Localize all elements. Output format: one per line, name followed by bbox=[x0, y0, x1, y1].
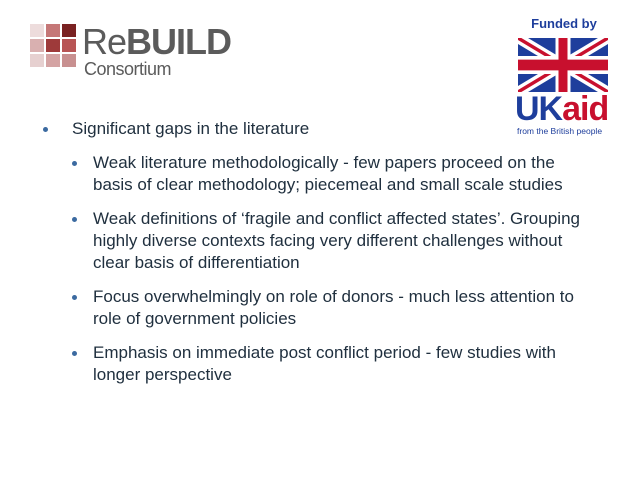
bullet-icon bbox=[72, 351, 77, 356]
list-item bbox=[52, 342, 584, 386]
logo-subtitle: Consortium bbox=[84, 59, 172, 79]
bullet-text: Focus overwhelmingly on role of donors - much less attention to role of government policies bbox=[93, 287, 574, 328]
bullet-icon bbox=[72, 217, 77, 222]
logo-wordmark bbox=[82, 21, 232, 62]
union-jack-icon bbox=[518, 38, 608, 92]
ukaid-uk: UK bbox=[515, 90, 563, 128]
bullet-text: Weak literature methodologically - few papers proceed on the basis of clear methodology; piecemeal and small scale studies bbox=[93, 153, 563, 194]
bullet-icon bbox=[72, 295, 77, 300]
ukaid-aid: aid bbox=[562, 90, 609, 128]
list-item bbox=[52, 208, 584, 274]
rebuild-logo bbox=[30, 21, 250, 82]
logo-re: Re bbox=[82, 21, 127, 62]
bullet-text: Weak definitions of ‘fragile and conflict affected states’. Grouping highly diverse contexts facing very different challenges without clear basis of differentiation bbox=[93, 209, 580, 272]
bullet-text: Emphasis on immediate post conflict period - few studies with longer perspective bbox=[93, 343, 556, 384]
bullet-list bbox=[52, 118, 612, 398]
ukaid-tagline: from the British people bbox=[517, 126, 603, 136]
bullet-icon bbox=[72, 161, 77, 166]
logo-grid-icon bbox=[30, 24, 80, 74]
bullet-text: Significant gaps in the literature bbox=[72, 119, 310, 138]
list-item bbox=[52, 152, 584, 196]
logo-build: BUILD bbox=[126, 21, 232, 62]
funded-by-label: Funded by bbox=[531, 16, 597, 31]
list-item bbox=[52, 286, 584, 330]
bullet-icon bbox=[43, 127, 48, 132]
list-item bbox=[40, 118, 612, 140]
